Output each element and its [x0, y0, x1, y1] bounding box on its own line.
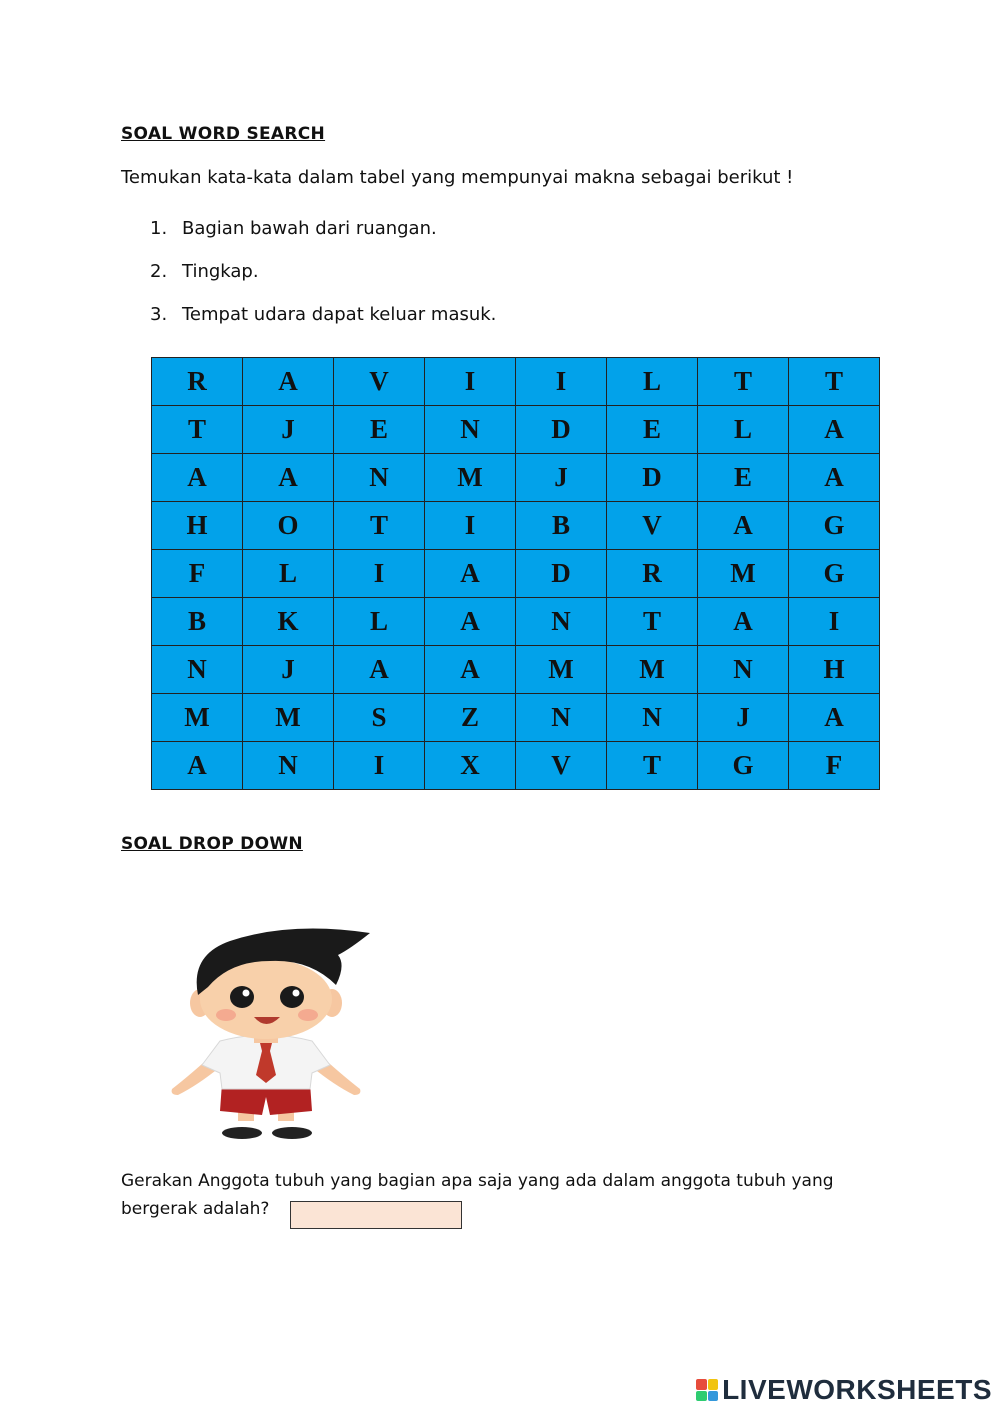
grid-cell[interactable]: A	[789, 406, 880, 454]
grid-cell[interactable]: N	[516, 598, 607, 646]
grid-cell[interactable]: H	[789, 646, 880, 694]
grid-cell[interactable]: A	[789, 694, 880, 742]
grid-cell[interactable]: L	[334, 598, 425, 646]
grid-cell[interactable]: E	[698, 454, 789, 502]
grid-cell[interactable]: D	[516, 550, 607, 598]
answer-dropdown[interactable]	[290, 1201, 462, 1229]
grid-cell[interactable]: M	[152, 694, 243, 742]
grid-cell[interactable]: N	[152, 646, 243, 694]
liveworksheets-logo-icon	[696, 1379, 718, 1401]
grid-cell[interactable]: N	[698, 646, 789, 694]
grid-cell[interactable]: R	[152, 358, 243, 406]
drop-down-title: SOAL DROP DOWN	[121, 834, 303, 854]
grid-cell[interactable]: I	[334, 550, 425, 598]
clue-number: 3.	[150, 304, 168, 325]
clue-item	[150, 218, 496, 261]
grid-cell[interactable]: Z	[425, 694, 516, 742]
grid-cell[interactable]: M	[516, 646, 607, 694]
grid-cell[interactable]: M	[243, 694, 334, 742]
grid-cell[interactable]: I	[425, 358, 516, 406]
grid-cell[interactable]: L	[698, 406, 789, 454]
grid-cell[interactable]: I	[789, 598, 880, 646]
grid-cell[interactable]: E	[607, 406, 698, 454]
grid-cell[interactable]: N	[243, 742, 334, 790]
clue-number: 2.	[150, 261, 168, 282]
grid-cell[interactable]: T	[152, 406, 243, 454]
grid-cell[interactable]: N	[425, 406, 516, 454]
word-search-grid	[151, 357, 880, 790]
grid-cell[interactable]: D	[516, 406, 607, 454]
grid-cell[interactable]: J	[516, 454, 607, 502]
grid-cell[interactable]: B	[152, 598, 243, 646]
grid-cell[interactable]: G	[698, 742, 789, 790]
grid-cell[interactable]: N	[516, 694, 607, 742]
grid-cell[interactable]: M	[698, 550, 789, 598]
grid-cell[interactable]: T	[607, 598, 698, 646]
clue-text: Tempat udara dapat keluar masuk.	[182, 304, 497, 325]
grid-cell[interactable]: J	[243, 406, 334, 454]
grid-cell[interactable]: K	[243, 598, 334, 646]
grid-cell[interactable]: A	[152, 454, 243, 502]
grid-cell[interactable]: A	[334, 646, 425, 694]
grid-cell[interactable]: N	[334, 454, 425, 502]
grid-cell[interactable]: V	[607, 502, 698, 550]
grid-cell[interactable]: A	[152, 742, 243, 790]
grid-cell[interactable]: I	[516, 358, 607, 406]
grid-cell[interactable]: I	[334, 742, 425, 790]
word-search-title: SOAL WORD SEARCH	[121, 124, 326, 144]
grid-cell[interactable]: M	[425, 454, 516, 502]
grid-cell[interactable]: N	[607, 694, 698, 742]
grid-cell[interactable]: F	[789, 742, 880, 790]
grid-cell[interactable]: I	[425, 502, 516, 550]
student-boy-illustration	[160, 925, 375, 1145]
grid-cell[interactable]: T	[334, 502, 425, 550]
grid-cell[interactable]: T	[698, 358, 789, 406]
grid-cell[interactable]: V	[516, 742, 607, 790]
grid-cell[interactable]: X	[425, 742, 516, 790]
grid-cell[interactable]: F	[152, 550, 243, 598]
clue-number: 1.	[150, 218, 168, 239]
clue-item	[150, 304, 496, 347]
grid-cell[interactable]: B	[516, 502, 607, 550]
grid-cell[interactable]: A	[789, 454, 880, 502]
question-line-2: bergerak adalah?	[121, 1199, 270, 1219]
grid-cell[interactable]: A	[698, 598, 789, 646]
grid-cell[interactable]: T	[789, 358, 880, 406]
brand-text: LIVEWORKSHEETS	[722, 1374, 992, 1405]
grid-cell[interactable]: H	[152, 502, 243, 550]
grid-cell[interactable]: A	[425, 646, 516, 694]
grid-cell[interactable]: A	[425, 598, 516, 646]
grid-cell[interactable]: G	[789, 502, 880, 550]
grid-cell[interactable]: E	[334, 406, 425, 454]
question-line-1: Gerakan Anggota tubuh yang bagian apa saja yang ada dalam anggota tubuh yang	[121, 1171, 834, 1191]
grid-cell[interactable]: S	[334, 694, 425, 742]
liveworksheets-brand[interactable]	[696, 1375, 992, 1405]
grid-cell[interactable]: G	[789, 550, 880, 598]
word-search-instruction: Temukan kata-kata dalam tabel yang mempunyai makna sebagai berikut !	[121, 167, 794, 188]
grid-cell[interactable]: A	[243, 358, 334, 406]
grid-cell[interactable]: L	[607, 358, 698, 406]
grid-cell[interactable]: O	[243, 502, 334, 550]
clue-text: Tingkap.	[182, 261, 259, 282]
grid-cell[interactable]: R	[607, 550, 698, 598]
grid-cell[interactable]: M	[607, 646, 698, 694]
grid-cell[interactable]: L	[243, 550, 334, 598]
grid-cell[interactable]: A	[698, 502, 789, 550]
grid-cell[interactable]: J	[698, 694, 789, 742]
clue-list	[150, 218, 496, 347]
grid-cell[interactable]: J	[243, 646, 334, 694]
grid-cell[interactable]: D	[607, 454, 698, 502]
grid-cell[interactable]: V	[334, 358, 425, 406]
clue-text: Bagian bawah dari ruangan.	[182, 218, 437, 239]
clue-item	[150, 261, 496, 304]
grid-cell[interactable]: T	[607, 742, 698, 790]
grid-cell[interactable]: A	[425, 550, 516, 598]
grid-cell[interactable]: A	[243, 454, 334, 502]
